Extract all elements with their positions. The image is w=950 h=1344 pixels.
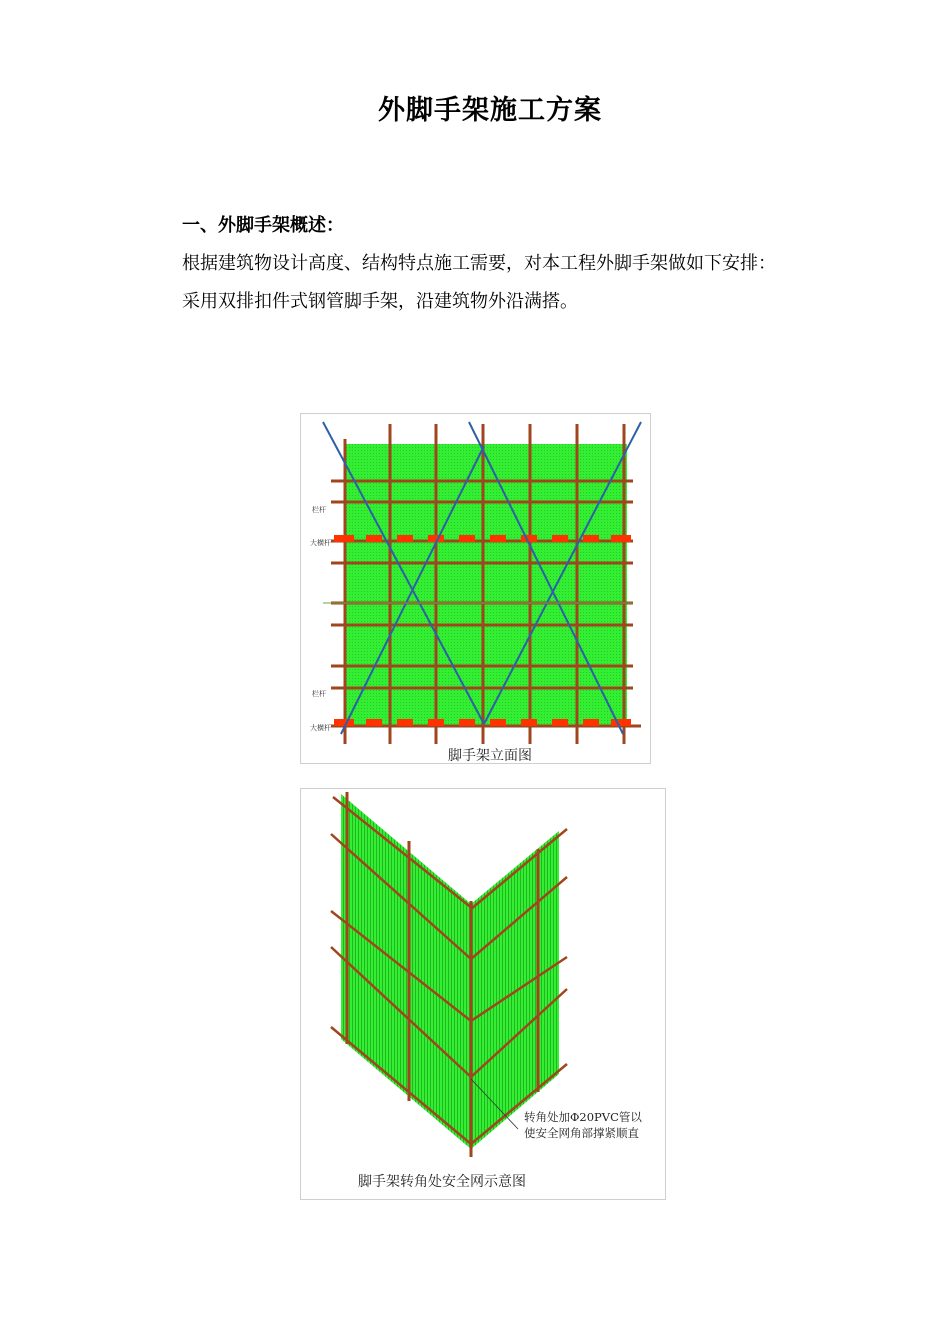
corner-note-line-2: 使安全网角部撑紧顺直 xyxy=(524,1126,639,1140)
right-net xyxy=(471,831,559,1149)
section-heading: 一、外脚手架概述： xyxy=(182,215,344,236)
corner-note-line-1: 转角处加Φ20PVC管以 xyxy=(524,1110,642,1124)
safety-net xyxy=(344,444,627,727)
figure-elevation xyxy=(300,413,651,764)
document-title: 外脚手架施工方案 xyxy=(378,95,602,126)
figure-corner xyxy=(300,788,666,1200)
figure-elevation-caption: 脚手架立面图 xyxy=(448,748,532,764)
label-crossbar-bottom: 大横杆 xyxy=(310,724,331,732)
label-railing-top: 栏杆 xyxy=(312,506,326,514)
figure-corner-caption: 脚手架转角处安全网示意图 xyxy=(358,1174,526,1190)
label-crossbar-top: 大横杆 xyxy=(310,539,331,547)
paragraph-line-1: 根据建筑物设计高度、结构特点施工需要，对本工程外脚手架做如下安排： xyxy=(182,253,776,274)
label-railing-bottom: 栏杆 xyxy=(312,690,326,698)
elevation-drawing xyxy=(301,414,652,765)
paragraph-line-2: 采用双排扣件式钢管脚手架，沿建筑物外沿满搭。 xyxy=(182,291,578,312)
